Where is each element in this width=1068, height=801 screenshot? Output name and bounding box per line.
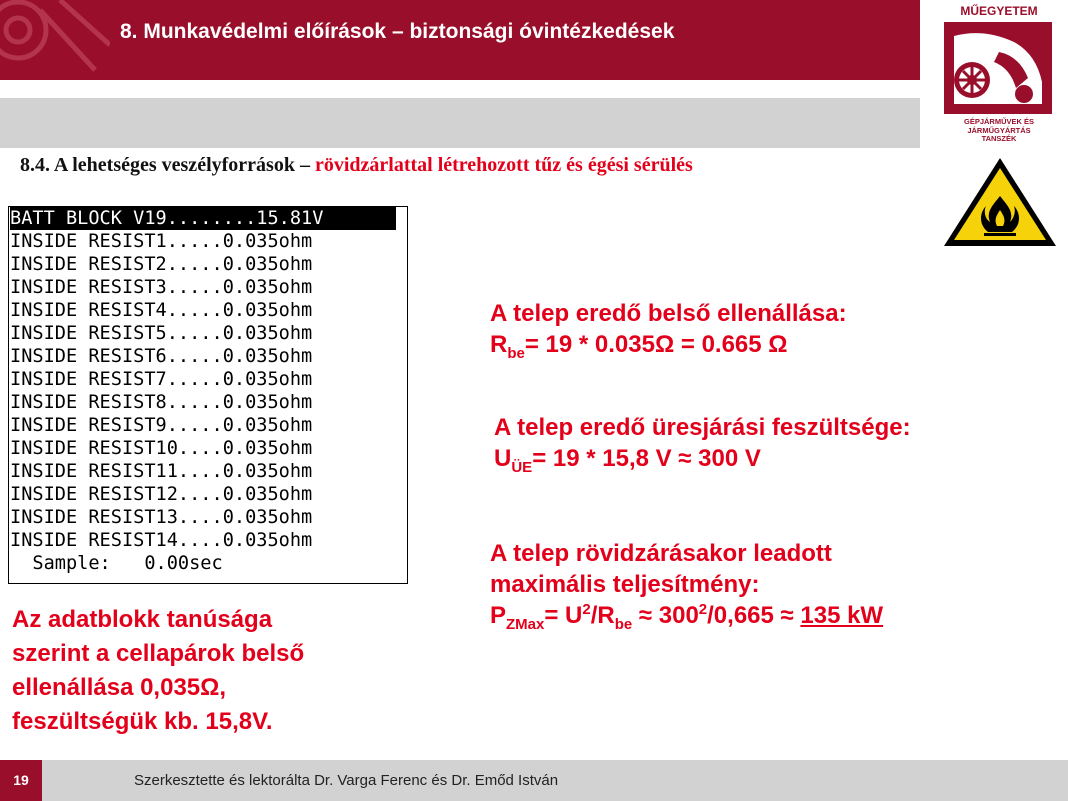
resistance-heading: A telep eredő belső ellenállása: xyxy=(490,300,847,327)
note-line: Az adatblokk tanúsága xyxy=(12,606,273,633)
lcd-row: INSIDE RESIST9.....0.035ohm xyxy=(10,415,313,436)
header-divider xyxy=(0,80,920,83)
subtitle-highlight: rövidzárlattal létrehozott tűz és égési sérülés xyxy=(314,154,693,176)
formula-subscript: ÜE xyxy=(511,458,533,476)
lcd-row: INSIDE RESIST13....0.035ohm xyxy=(10,507,313,528)
subtitle-prefix: 8.4. A lehetséges veszélyforrások – xyxy=(20,154,315,176)
logo-line: JÁRMŰGYÁRTÁS xyxy=(967,125,1031,135)
resistance-block xyxy=(490,298,847,360)
formula-expression: = 19 * 0.035Ω = 0.665 Ω xyxy=(524,331,788,358)
lcd-row: INSIDE RESIST8.....0.035ohm xyxy=(10,392,313,413)
power-block xyxy=(490,538,883,631)
car-wheel-watermark-icon xyxy=(0,0,110,80)
university-logo xyxy=(944,0,1054,155)
section-subtitle xyxy=(20,154,693,177)
power-formula xyxy=(490,600,883,631)
page-title: 8. Munkavédelmi előírások – biztonsági óvintézkedések xyxy=(120,20,675,43)
grey-band xyxy=(0,98,920,148)
car-wheel-icon xyxy=(944,22,1052,114)
note-line: ellenállása 0,035Ω, xyxy=(12,674,227,701)
battery-data-display xyxy=(8,206,408,584)
voltage-formula xyxy=(494,443,911,474)
formula-symbol: U xyxy=(494,445,512,472)
page-number: 19 xyxy=(0,760,42,801)
power-heading-line: A telep rövidzárásakor leadott xyxy=(490,540,832,567)
lcd-row: INSIDE RESIST4.....0.035ohm xyxy=(10,300,313,321)
resistance-formula xyxy=(490,329,847,360)
lcd-row: INSIDE RESIST7.....0.035ohm xyxy=(10,369,313,390)
logo-line: GÉPJÁRMŰVEK ÉS xyxy=(963,117,1035,126)
formula-subscript: be xyxy=(614,615,633,633)
voltage-block xyxy=(494,412,911,474)
formula-part: ≈ 300 xyxy=(632,602,699,629)
lcd-row: INSIDE RESIST14....0.035ohm xyxy=(10,530,313,551)
flammable-warning-icon xyxy=(940,154,1060,250)
logo-top-text: MŰEGYETEM xyxy=(960,4,1038,18)
datablock-note xyxy=(12,603,304,739)
formula-superscript: 2 xyxy=(582,601,591,618)
lcd-row: INSIDE RESIST1.....0.035ohm xyxy=(10,231,313,252)
logo-bottom-text xyxy=(944,118,1054,144)
lcd-row: INSIDE RESIST12....0.035ohm xyxy=(10,484,313,505)
lcd-row: INSIDE RESIST11....0.035ohm xyxy=(10,461,313,482)
logo-line: TANSZÉK xyxy=(981,134,1017,143)
formula-superscript: 2 xyxy=(698,601,708,618)
formula-part: = U xyxy=(544,602,583,629)
formula-subscript: be xyxy=(507,344,525,362)
lcd-row: INSIDE RESIST2.....0.035ohm xyxy=(10,254,313,275)
formula-subscript: ZMax xyxy=(506,615,545,633)
note-line: szerint a cellapárok belső xyxy=(12,640,305,667)
hazard-sign xyxy=(940,154,1060,250)
lcd-row: INSIDE RESIST3.....0.035ohm xyxy=(10,277,313,298)
formula-symbol: P xyxy=(490,602,507,629)
header-bar xyxy=(0,0,920,80)
voltage-heading: A telep eredő üresjárási feszültsége: xyxy=(494,414,911,441)
formula-symbol: R xyxy=(490,331,508,358)
lcd-header: BATT BLOCK V19........15.81V xyxy=(10,207,396,230)
logo-emblem xyxy=(944,22,1052,114)
lcd-row: INSIDE RESIST6.....0.035ohm xyxy=(10,346,313,367)
power-result: 135 kW xyxy=(800,602,884,629)
lcd-row: INSIDE RESIST10....0.035ohm xyxy=(10,438,313,459)
footer-credits: Szerkesztette és lektorálta Dr. Varga Ferenc és Dr. Emőd István xyxy=(134,772,559,789)
note-line: feszültségük kb. 15,8V. xyxy=(12,708,273,735)
formula-part: /0,665 ≈ xyxy=(707,602,801,629)
lcd-sample-row: Sample: 0.00sec xyxy=(10,553,223,574)
formula-part: /R xyxy=(590,602,615,629)
power-heading-line: maximális teljesítmény: xyxy=(490,571,760,598)
lcd-row: INSIDE RESIST5.....0.035ohm xyxy=(10,323,313,344)
formula-expression: = 19 * 15,8 V ≈ 300 V xyxy=(532,445,761,472)
